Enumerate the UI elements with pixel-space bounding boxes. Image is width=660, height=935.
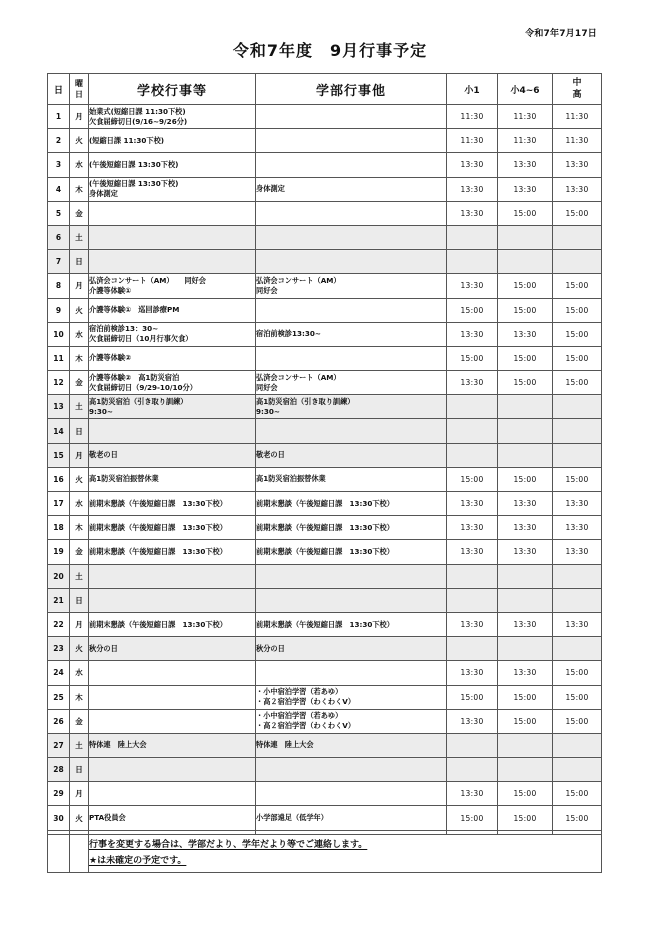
table-row xyxy=(48,274,602,298)
school-events-cell: 宿泊前検診13：30~ 欠食届締切日（10月行事欠食） xyxy=(89,322,256,346)
table-row xyxy=(48,492,602,516)
table-row xyxy=(48,467,602,491)
department-events-cell xyxy=(256,153,447,177)
school-events-cell: 高1防災宿泊（引き取り訓練） 9:30~ xyxy=(89,395,256,419)
department-events-cell: 前期末懇談（午後短縮日課 13:30下校） xyxy=(256,492,447,516)
column-header-day: 日 xyxy=(48,74,70,105)
dismissal-time-grade-4-6: 13:30 xyxy=(498,661,553,685)
dismissal-time-grade-4-6: 15:00 xyxy=(498,782,553,806)
school-events-cell xyxy=(89,709,256,733)
dismissal-time-grade-4-6 xyxy=(498,419,553,443)
school-events-cell: (短縮日課 11:30下校) xyxy=(89,129,256,153)
weekday-cell: 土 xyxy=(70,564,89,588)
table-row xyxy=(48,298,602,322)
table-row xyxy=(48,685,602,709)
department-events-cell: 高1防災宿泊（引き取り訓練） 9:30~ xyxy=(256,395,447,419)
department-events-cell: 敬老の日 xyxy=(256,443,447,467)
department-events-cell: 特体連 陸上大会 xyxy=(256,733,447,757)
dismissal-time-grade-4-6: 15:00 xyxy=(498,806,553,830)
table-row xyxy=(48,637,602,661)
weekday-cell: 金 xyxy=(70,371,89,395)
school-events-cell: 前期末懇談（午後短縮日課 13:30下校） xyxy=(89,540,256,564)
day-cell: 6 xyxy=(48,225,70,249)
school-events-cell xyxy=(89,758,256,782)
day-cell: 20 xyxy=(48,564,70,588)
department-events-cell: 秋分の日 xyxy=(256,637,447,661)
school-events-cell xyxy=(89,685,256,709)
department-events-cell: 高1防災宿泊振替休業 xyxy=(256,467,447,491)
table-header-row xyxy=(48,74,602,105)
department-events-cell: ・小中宿泊学習（若あゆ） ・高２宿泊学習（わくわくV） xyxy=(256,709,447,733)
dismissal-time-junior-senior: 15:00 xyxy=(553,806,602,830)
weekday-cell: 土 xyxy=(70,395,89,419)
dismissal-time-grade-1: 15:00 xyxy=(447,298,498,322)
dismissal-time-junior-senior: 13:30 xyxy=(553,612,602,636)
note-tentative-star: ★は未確定の予定です。 xyxy=(89,856,187,867)
department-events-cell xyxy=(256,588,447,612)
weekday-cell: 日 xyxy=(70,758,89,782)
day-cell: 25 xyxy=(48,685,70,709)
notes-weekday-cell xyxy=(70,834,89,872)
dismissal-time-junior-senior xyxy=(553,564,602,588)
dismissal-time-junior-senior: 15:00 xyxy=(553,322,602,346)
department-events-cell xyxy=(256,298,447,322)
dismissal-time-junior-senior xyxy=(553,443,602,467)
dismissal-time-grade-4-6 xyxy=(498,564,553,588)
dismissal-time-junior-senior: 15:00 xyxy=(553,782,602,806)
notes-cell xyxy=(89,834,602,872)
dismissal-time-grade-4-6 xyxy=(498,588,553,612)
dismissal-time-junior-senior: 13:30 xyxy=(553,516,602,540)
school-events-cell: 前期末懇談（午後短縮日課 13:30下校） xyxy=(89,612,256,636)
dismissal-time-grade-1 xyxy=(447,564,498,588)
table-row xyxy=(48,612,602,636)
dismissal-time-grade-1: 11:30 xyxy=(447,105,498,129)
dismissal-time-junior-senior: 15:00 xyxy=(553,709,602,733)
dismissal-time-grade-4-6 xyxy=(498,637,553,661)
dismissal-time-grade-1: 11:30 xyxy=(447,129,498,153)
dismissal-time-grade-4-6: 15:00 xyxy=(498,709,553,733)
dismissal-time-grade-4-6: 13:30 xyxy=(498,177,553,201)
school-events-cell: (午後短縮日課 13:30下校) 身体測定 xyxy=(89,177,256,201)
dismissal-time-grade-1 xyxy=(447,225,498,249)
department-events-cell xyxy=(256,201,447,225)
table-row xyxy=(48,250,602,274)
department-events-cell xyxy=(256,782,447,806)
dismissal-time-grade-1: 15:00 xyxy=(447,467,498,491)
table-row xyxy=(48,733,602,757)
weekday-cell: 木 xyxy=(70,177,89,201)
day-cell: 12 xyxy=(48,371,70,395)
day-cell: 27 xyxy=(48,733,70,757)
dismissal-time-grade-1: 13:30 xyxy=(447,322,498,346)
department-events-cell xyxy=(256,346,447,370)
dismissal-time-junior-senior: 13:30 xyxy=(553,492,602,516)
dismissal-time-junior-senior xyxy=(553,250,602,274)
weekday-cell: 土 xyxy=(70,225,89,249)
weekday-cell: 水 xyxy=(70,153,89,177)
dismissal-time-junior-senior: 15:00 xyxy=(553,201,602,225)
table-row xyxy=(48,153,602,177)
dismissal-time-grade-1: 13:30 xyxy=(447,492,498,516)
school-events-cell xyxy=(89,419,256,443)
department-events-cell xyxy=(256,129,447,153)
weekday-cell: 木 xyxy=(70,516,89,540)
table-row xyxy=(48,129,602,153)
dismissal-time-junior-senior: 15:00 xyxy=(553,274,602,298)
column-header-junior-senior-high: 中 高 xyxy=(553,74,602,105)
day-cell: 18 xyxy=(48,516,70,540)
dismissal-time-grade-1: 13:30 xyxy=(447,782,498,806)
table-row xyxy=(48,709,602,733)
day-cell: 23 xyxy=(48,637,70,661)
dismissal-time-junior-senior: 15:00 xyxy=(553,661,602,685)
weekday-cell: 水 xyxy=(70,492,89,516)
dismissal-time-grade-1: 13:30 xyxy=(447,709,498,733)
weekday-cell: 火 xyxy=(70,806,89,830)
dismissal-time-grade-1 xyxy=(447,250,498,274)
table-row xyxy=(48,540,602,564)
dismissal-time-grade-1: 13:30 xyxy=(447,201,498,225)
school-events-cell: 介護等体験② xyxy=(89,346,256,370)
weekday-cell: 日 xyxy=(70,588,89,612)
school-events-cell xyxy=(89,564,256,588)
day-cell: 24 xyxy=(48,661,70,685)
table-row xyxy=(48,371,602,395)
schedule-body xyxy=(48,105,602,831)
note-change-notice: 行事を変更する場合は、学部だより、学年だより等でご連絡します。 xyxy=(89,840,368,851)
dismissal-time-grade-1: 13:30 xyxy=(447,540,498,564)
weekday-cell: 木 xyxy=(70,346,89,370)
school-events-cell: 弘済会コンサート（AM） 同好会 介護等体験① xyxy=(89,274,256,298)
dismissal-time-grade-1: 13:30 xyxy=(447,612,498,636)
dismissal-time-grade-4-6: 15:00 xyxy=(498,467,553,491)
table-row xyxy=(48,782,602,806)
table-row xyxy=(48,806,602,830)
dismissal-time-grade-1 xyxy=(447,443,498,467)
day-cell: 21 xyxy=(48,588,70,612)
document-title: 令和7年度 9月行事予定 xyxy=(232,41,428,60)
school-events-cell: 特体連 陸上大会 xyxy=(89,733,256,757)
day-cell: 3 xyxy=(48,153,70,177)
dismissal-time-grade-4-6 xyxy=(498,225,553,249)
dismissal-time-junior-senior: 13:30 xyxy=(553,177,602,201)
dismissal-time-junior-senior xyxy=(553,758,602,782)
dismissal-time-grade-4-6: 13:30 xyxy=(498,153,553,177)
dismissal-time-junior-senior xyxy=(553,588,602,612)
dismissal-time-grade-1: 13:30 xyxy=(447,516,498,540)
dismissal-time-junior-senior: 15:00 xyxy=(553,371,602,395)
weekday-cell: 火 xyxy=(70,298,89,322)
dismissal-time-grade-4-6: 13:30 xyxy=(498,612,553,636)
table-row xyxy=(48,395,602,419)
dismissal-time-junior-senior xyxy=(553,733,602,757)
weekday-cell: 木 xyxy=(70,685,89,709)
notes-day-cell xyxy=(48,834,70,872)
table-row xyxy=(48,322,602,346)
day-cell: 22 xyxy=(48,612,70,636)
dismissal-time-junior-senior: 15:00 xyxy=(553,298,602,322)
dismissal-time-junior-senior xyxy=(553,419,602,443)
school-events-cell xyxy=(89,661,256,685)
department-events-cell xyxy=(256,225,447,249)
department-events-cell xyxy=(256,105,447,129)
weekday-cell: 火 xyxy=(70,467,89,491)
dismissal-time-grade-4-6: 13:30 xyxy=(498,540,553,564)
department-events-cell: 宿泊前検診13:30~ xyxy=(256,322,447,346)
school-events-cell: 高1防災宿泊振替休業 xyxy=(89,467,256,491)
day-cell: 13 xyxy=(48,395,70,419)
table-row xyxy=(48,177,602,201)
table-row xyxy=(48,758,602,782)
dismissal-time-junior-senior xyxy=(553,225,602,249)
table-row xyxy=(48,105,602,129)
column-header-grade-4-6: 小4~6 xyxy=(498,74,553,105)
column-header-department-events: 学部行事他 xyxy=(256,74,447,105)
department-events-cell: 弘済会コンサート（AM） 同好会 xyxy=(256,274,447,298)
dismissal-time-junior-senior: 15:00 xyxy=(553,685,602,709)
dismissal-time-grade-4-6 xyxy=(498,443,553,467)
day-cell: 28 xyxy=(48,758,70,782)
dismissal-time-junior-senior xyxy=(553,395,602,419)
day-cell: 5 xyxy=(48,201,70,225)
dismissal-time-junior-senior: 11:30 xyxy=(553,129,602,153)
column-header-grade-1: 小1 xyxy=(447,74,498,105)
dismissal-time-grade-1 xyxy=(447,588,498,612)
department-events-cell xyxy=(256,419,447,443)
dismissal-time-grade-1 xyxy=(447,395,498,419)
dismissal-time-grade-1: 15:00 xyxy=(447,806,498,830)
department-events-cell: 小学部遠足（低学年） xyxy=(256,806,447,830)
dismissal-time-grade-4-6 xyxy=(498,758,553,782)
dismissal-time-grade-4-6: 13:30 xyxy=(498,516,553,540)
weekday-cell: 日 xyxy=(70,419,89,443)
day-cell: 7 xyxy=(48,250,70,274)
day-cell: 29 xyxy=(48,782,70,806)
weekday-cell: 土 xyxy=(70,733,89,757)
school-events-cell: 介護等体験① 巡回診療PM xyxy=(89,298,256,322)
weekday-cell: 月 xyxy=(70,274,89,298)
weekday-cell: 日 xyxy=(70,250,89,274)
dismissal-time-grade-1 xyxy=(447,419,498,443)
table-row xyxy=(48,346,602,370)
dismissal-time-junior-senior xyxy=(553,637,602,661)
day-cell: 19 xyxy=(48,540,70,564)
day-cell: 10 xyxy=(48,322,70,346)
dismissal-time-grade-4-6: 15:00 xyxy=(498,201,553,225)
dismissal-time-grade-1: 15:00 xyxy=(447,346,498,370)
dismissal-time-grade-4-6 xyxy=(498,733,553,757)
day-cell: 1 xyxy=(48,105,70,129)
department-events-cell xyxy=(256,250,447,274)
weekday-cell: 月 xyxy=(70,782,89,806)
dismissal-time-grade-4-6: 15:00 xyxy=(498,371,553,395)
dismissal-time-junior-senior: 11:30 xyxy=(553,105,602,129)
school-events-cell: 介護等体験② 高1防災宿泊 欠食届締切日（9/29-10/10分） xyxy=(89,371,256,395)
department-events-cell: 前期末懇談（午後短縮日課 13:30下校） xyxy=(256,612,447,636)
dismissal-time-grade-4-6: 13:30 xyxy=(498,492,553,516)
department-events-cell xyxy=(256,758,447,782)
table-row xyxy=(48,201,602,225)
day-cell: 16 xyxy=(48,467,70,491)
department-events-cell: 身体測定 xyxy=(256,177,447,201)
notes-row xyxy=(48,834,602,872)
school-events-cell: (午後短縮日課 13:30下校) xyxy=(89,153,256,177)
dismissal-time-junior-senior: 15:00 xyxy=(553,467,602,491)
school-events-cell xyxy=(89,201,256,225)
day-cell: 11 xyxy=(48,346,70,370)
issue-date: 令和7年7月17日 xyxy=(525,29,597,39)
table-row xyxy=(48,443,602,467)
dismissal-time-grade-1: 13:30 xyxy=(447,661,498,685)
dismissal-time-grade-1 xyxy=(447,733,498,757)
school-events-cell: 敬老の日 xyxy=(89,443,256,467)
dismissal-time-grade-4-6: 11:30 xyxy=(498,105,553,129)
weekday-cell: 金 xyxy=(70,540,89,564)
department-events-cell: 前期末懇談（午後短縮日課 13:30下校） xyxy=(256,516,447,540)
dismissal-time-grade-4-6: 15:00 xyxy=(498,274,553,298)
school-events-cell: 前期末懇談（午後短縮日課 13:30下校） xyxy=(89,516,256,540)
dismissal-time-grade-1: 13:30 xyxy=(447,371,498,395)
weekday-cell: 月 xyxy=(70,105,89,129)
weekday-cell: 金 xyxy=(70,201,89,225)
weekday-cell: 月 xyxy=(70,443,89,467)
day-cell: 26 xyxy=(48,709,70,733)
dismissal-time-junior-senior: 13:30 xyxy=(553,153,602,177)
table-row xyxy=(48,516,602,540)
school-events-cell xyxy=(89,782,256,806)
table-row xyxy=(48,588,602,612)
day-cell: 4 xyxy=(48,177,70,201)
dismissal-time-grade-4-6: 11:30 xyxy=(498,129,553,153)
dismissal-time-grade-4-6: 13:30 xyxy=(498,322,553,346)
day-cell: 2 xyxy=(48,129,70,153)
dismissal-time-junior-senior: 13:30 xyxy=(553,540,602,564)
school-events-cell: 始業式(短縮日課 11:30下校) 欠食届締切日(9/16~9/26分) xyxy=(89,105,256,129)
department-events-cell: 前期末懇談（午後短縮日課 13:30下校） xyxy=(256,540,447,564)
day-cell: 15 xyxy=(48,443,70,467)
dismissal-time-junior-senior: 15:00 xyxy=(553,346,602,370)
table-row xyxy=(48,661,602,685)
dismissal-time-grade-4-6: 15:00 xyxy=(498,685,553,709)
weekday-cell: 金 xyxy=(70,709,89,733)
column-header-school-events: 学校行事等 xyxy=(89,74,256,105)
dismissal-time-grade-4-6: 15:00 xyxy=(498,346,553,370)
day-cell: 9 xyxy=(48,298,70,322)
table-row xyxy=(48,225,602,249)
dismissal-time-grade-1 xyxy=(447,637,498,661)
table-row xyxy=(48,419,602,443)
dismissal-time-grade-1: 15:00 xyxy=(447,685,498,709)
day-cell: 14 xyxy=(48,419,70,443)
department-events-cell xyxy=(256,661,447,685)
column-header-weekday: 曜 日 xyxy=(70,74,89,105)
day-cell: 17 xyxy=(48,492,70,516)
day-cell: 8 xyxy=(48,274,70,298)
dismissal-time-grade-4-6 xyxy=(498,395,553,419)
table-row xyxy=(48,564,602,588)
department-events-cell: ・小中宿泊学習（若あゆ） ・高２宿泊学習（わくわくV） xyxy=(256,685,447,709)
weekday-cell: 月 xyxy=(70,612,89,636)
dismissal-time-grade-4-6: 15:00 xyxy=(498,298,553,322)
department-events-cell: 弘済会コンサート（AM） 同好会 xyxy=(256,371,447,395)
dismissal-time-grade-1: 13:30 xyxy=(447,274,498,298)
school-events-cell xyxy=(89,225,256,249)
department-events-cell xyxy=(256,564,447,588)
school-events-cell xyxy=(89,588,256,612)
school-events-cell xyxy=(89,250,256,274)
school-events-cell: PTA役員会 xyxy=(89,806,256,830)
weekday-cell: 火 xyxy=(70,637,89,661)
dismissal-time-grade-1: 13:30 xyxy=(447,177,498,201)
dismissal-time-grade-1 xyxy=(447,758,498,782)
dismissal-time-grade-4-6 xyxy=(498,250,553,274)
school-events-cell: 前期末懇談（午後短縮日課 13:30下校） xyxy=(89,492,256,516)
weekday-cell: 水 xyxy=(70,661,89,685)
dismissal-time-grade-1: 13:30 xyxy=(447,153,498,177)
weekday-cell: 火 xyxy=(70,129,89,153)
school-events-cell: 秋分の日 xyxy=(89,637,256,661)
day-cell: 30 xyxy=(48,806,70,830)
schedule-table xyxy=(47,73,602,873)
weekday-cell: 水 xyxy=(70,322,89,346)
